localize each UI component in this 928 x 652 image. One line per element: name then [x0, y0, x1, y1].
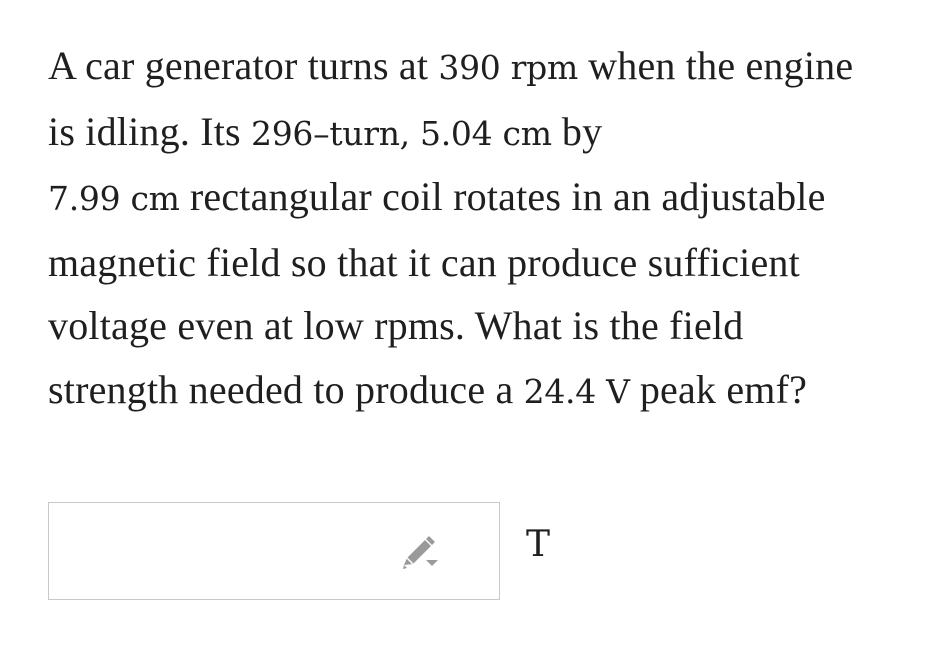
emf-value: 24.4 V — [523, 371, 630, 411]
length-value: 7.99 cm — [48, 179, 180, 218]
turns-and-width-value: 296–turn, 5.04 cm — [251, 113, 552, 153]
question-text-part: A car generator turns at — [48, 43, 439, 88]
question-text — [48, 34, 868, 423]
unit-label: T — [526, 524, 551, 565]
rpm-value: 390 rpm — [438, 48, 578, 87]
pencil-icon-graphic — [398, 534, 442, 574]
answer-row — [48, 502, 608, 602]
question-text-part: rectangular coil rotates in an adjustable magnetic field so that it can produce sufficient voltage even at low rpms. What is the field strength needed to produce a — [48, 174, 826, 412]
pencil-icon[interactable] — [398, 534, 442, 574]
question-text-part: peak emf? — [629, 366, 808, 412]
question-text-part: when the engine is idling. Its — [48, 43, 854, 154]
question-text-part: by — [551, 108, 603, 154]
